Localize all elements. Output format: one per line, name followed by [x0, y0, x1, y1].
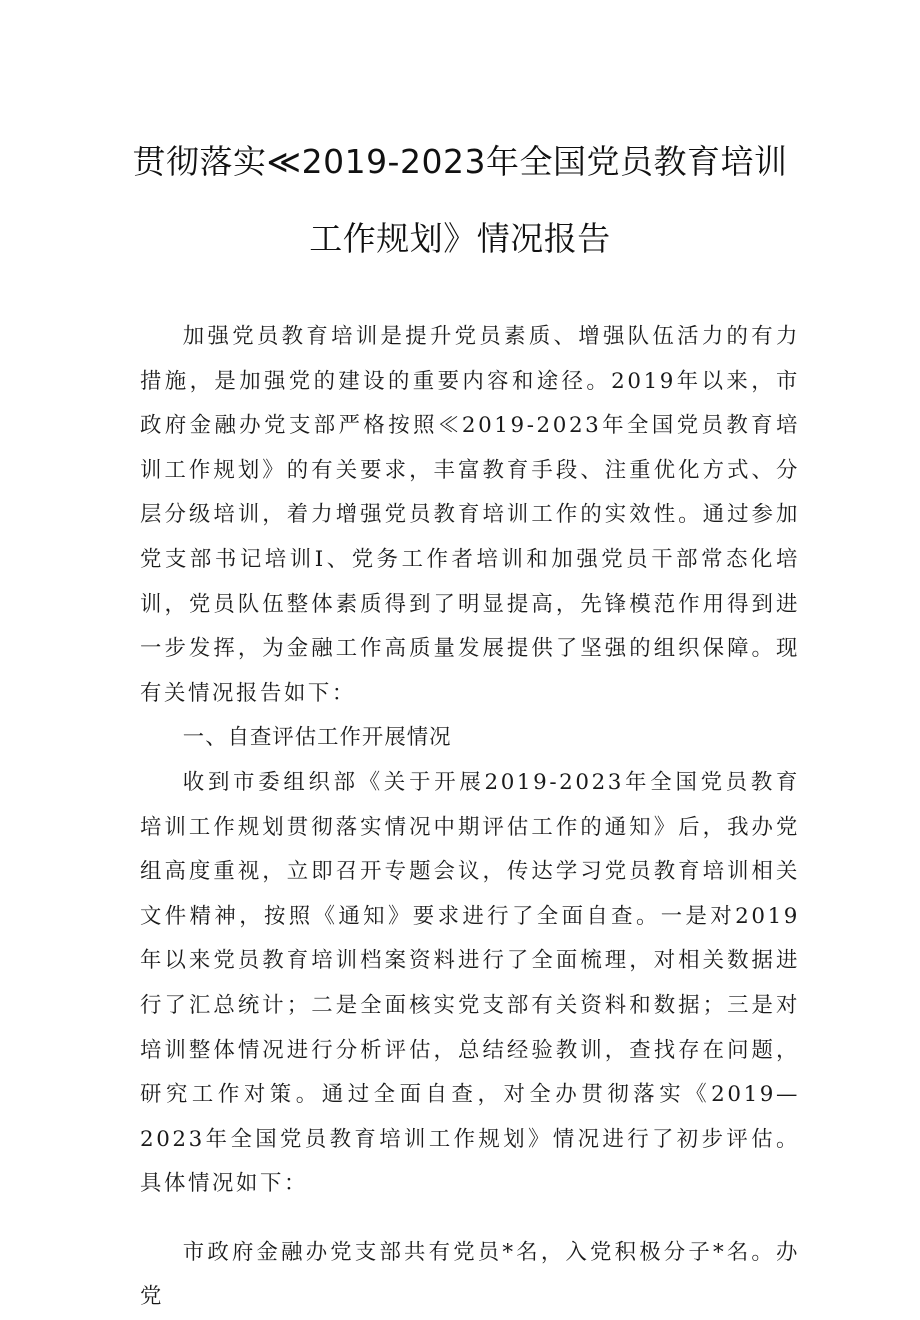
intro-paragraph: 加强党员教育培训是提升党员素质、增强队伍活力的有力措施，是加强党的建设的重要内容和途径。2019年以来，市政府金融办党支部严格按照≪2019-2023年全国党员教育培训工作规划》的有关要求，丰富教育手段、注重优化方式、分层分级培训，着力增强党员教育培训工作的实效性。通过参加党支部书记培训I、党务工作者培训和加强党员干部常态化培训，党员队伍整体素质得到了明显提高，先锋模范作用得到进一步发挥，为金融工作高质量发展提供了坚强的组织保障。现有关情况报告如下： — [140, 324, 800, 706]
membership-paragraph: 市政府金融办党支部共有党员*名，入党积极分子*名。办党 — [140, 1239, 800, 1310]
document-body — [140, 315, 800, 1320]
document-title-line-1: 贯彻落实≪2019-2023年全国党员教育培训 — [132, 142, 788, 181]
section-1-heading: 一、自查评估工作开展情况 — [182, 725, 452, 751]
document-title-line-2: 工作规划》情况报告 — [309, 219, 611, 258]
section-1-paragraph: 收到市委组织部《关于开展2019-2023年全国党员教育培训工作规划贯彻落实情况中期评估工作的通知》后，我办党组高度重视，立即召开专题会议，传达学习党员教育培训相关文件精神，按照《通知》要求进行了全面自查。一是对2019年以来党员教育培训档案资料进行了全面梳理，对相关数据进行了汇总统计；二是全面核实党支部有关资料和数据；三是对培训整体情况进行分析评估，总结经验教训，查找存在问题，研究工作对策。通过全面自查，对全办贯彻落实《2019—2023年全国党员教育培训工作规划》情况进行了初步评估。具体情况如下： — [140, 769, 800, 1197]
